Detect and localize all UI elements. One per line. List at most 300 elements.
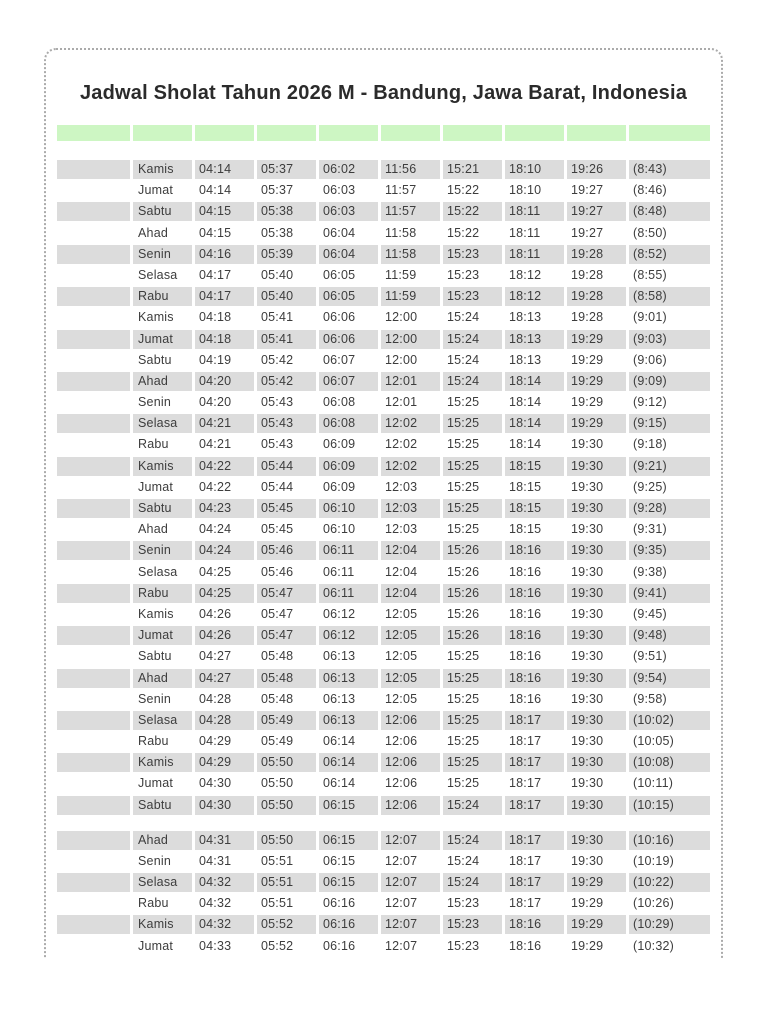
day-cell: Senin — [133, 245, 192, 264]
time-cell: 15:22 — [443, 202, 502, 221]
day-cell: Jumat — [138, 479, 174, 494]
time-cell: 19:26 — [567, 160, 626, 179]
table-row — [57, 245, 710, 264]
date-cell — [57, 414, 130, 433]
time-cell: 15:26 — [443, 541, 502, 560]
date-cell — [57, 245, 130, 264]
table-row — [57, 478, 710, 497]
time-cell: 15:25 — [443, 414, 502, 433]
time-cell: (9:21) — [629, 457, 710, 476]
time-cell: 06:09 — [319, 457, 378, 476]
time-cell: 11:57 — [385, 183, 417, 198]
time-cell: 12:03 — [385, 522, 418, 537]
time-cell: (8:55) — [633, 267, 667, 282]
day-cell: Kamis — [133, 915, 192, 934]
table-row — [57, 351, 710, 370]
time-cell: 05:42 — [257, 372, 316, 391]
time-cell: 04:23 — [195, 499, 254, 518]
date-cell — [57, 690, 130, 709]
table-row — [57, 160, 710, 179]
time-cell: 18:11 — [509, 225, 541, 240]
time-cell: (9:06) — [633, 352, 667, 367]
time-cell: 19:30 — [571, 691, 604, 706]
time-cell: 06:07 — [323, 352, 356, 367]
date-cell — [57, 202, 130, 221]
day-cell: Jumat — [133, 330, 192, 349]
time-cell: 12:04 — [381, 584, 440, 603]
time-cell: 06:05 — [323, 267, 356, 282]
time-cell: 05:52 — [257, 915, 316, 934]
time-cell: 04:27 — [199, 649, 232, 664]
time-cell: 04:29 — [199, 734, 232, 749]
header-cell — [381, 125, 440, 141]
day-cell: Selasa — [133, 711, 192, 730]
time-cell: (10:19) — [633, 853, 675, 868]
table-row — [57, 852, 710, 871]
time-cell: 15:26 — [443, 584, 502, 603]
time-cell: 12:03 — [385, 479, 418, 494]
header-cell — [133, 125, 192, 141]
time-cell: 04:32 — [199, 896, 232, 911]
day-cell: Selasa — [133, 873, 192, 892]
time-cell: 04:22 — [195, 457, 254, 476]
time-cell: 19:30 — [567, 669, 626, 688]
time-cell: 04:15 — [199, 225, 232, 240]
time-cell: 11:56 — [381, 160, 440, 179]
day-cell: Kamis — [133, 753, 192, 772]
time-cell: (8:58) — [629, 287, 710, 306]
time-cell: 18:13 — [509, 352, 542, 367]
page-title: Jadwal Sholat Tahun 2026 M - Bandung, Jawa Barat, Indonesia — [79, 82, 688, 104]
time-cell: 06:02 — [319, 160, 378, 179]
date-cell — [57, 224, 130, 243]
time-cell: 05:42 — [261, 352, 294, 367]
time-cell: (9:01) — [633, 310, 667, 325]
time-cell: 19:30 — [567, 541, 626, 560]
header-cell — [567, 125, 626, 141]
time-cell: 06:14 — [319, 753, 378, 772]
day-cell: Kamis — [138, 606, 174, 621]
time-cell: 18:16 — [509, 649, 542, 664]
time-cell: 12:06 — [381, 753, 440, 772]
date-cell — [57, 266, 130, 285]
time-cell: 18:14 — [505, 372, 564, 391]
time-cell: 06:11 — [319, 541, 378, 560]
time-cell: 19:28 — [571, 267, 604, 282]
table-row — [57, 287, 710, 306]
day-cell: Rabu — [138, 734, 169, 749]
time-cell: 06:14 — [323, 734, 356, 749]
time-cell: 18:16 — [505, 584, 564, 603]
time-cell: 04:32 — [195, 873, 254, 892]
time-cell: 15:23 — [447, 896, 480, 911]
day-cell: Rabu — [138, 896, 169, 911]
time-cell: 05:44 — [257, 457, 316, 476]
time-cell: 06:08 — [323, 395, 356, 410]
time-cell: 06:03 — [319, 202, 378, 221]
date-cell — [57, 732, 130, 751]
time-cell: 12:05 — [385, 691, 418, 706]
time-cell: 06:13 — [319, 669, 378, 688]
time-cell: 06:16 — [323, 938, 356, 953]
time-cell: 19:29 — [571, 352, 604, 367]
table-row — [57, 308, 710, 327]
day-cell: Jumat — [138, 183, 174, 198]
time-cell: 19:30 — [571, 853, 604, 868]
header-cell — [629, 125, 710, 141]
time-cell: 18:16 — [505, 626, 564, 645]
time-cell: 15:26 — [447, 606, 480, 621]
table-row — [57, 894, 710, 913]
time-cell: 15:25 — [447, 479, 480, 494]
time-cell: (8:50) — [633, 225, 667, 240]
table-row — [57, 605, 710, 624]
time-cell: 19:29 — [567, 873, 626, 892]
time-cell: (9:41) — [629, 584, 710, 603]
table-row — [57, 873, 710, 892]
table-row — [57, 915, 710, 934]
time-cell: 05:50 — [257, 796, 316, 815]
time-cell: 15:24 — [447, 352, 480, 367]
table-row — [57, 626, 710, 645]
time-cell: 12:03 — [381, 499, 440, 518]
time-cell: 18:16 — [509, 606, 542, 621]
time-cell: 19:27 — [571, 183, 604, 198]
time-cell: 19:27 — [567, 202, 626, 221]
time-cell: (10:08) — [629, 753, 710, 772]
time-cell: (9:54) — [629, 669, 710, 688]
day-cell: Rabu — [133, 287, 192, 306]
date-cell — [57, 669, 130, 688]
time-cell: 06:09 — [323, 437, 356, 452]
time-cell: 18:17 — [509, 734, 542, 749]
date-cell — [57, 915, 130, 934]
time-cell: 15:26 — [447, 564, 480, 579]
time-cell: 05:47 — [257, 626, 316, 645]
time-cell: 12:01 — [385, 395, 418, 410]
time-cell: (8:48) — [629, 202, 710, 221]
time-cell: 18:17 — [509, 776, 542, 791]
time-cell: 04:30 — [199, 776, 232, 791]
table-row — [57, 563, 710, 582]
day-cell: Selasa — [138, 267, 178, 282]
day-cell: Sabtu — [133, 202, 192, 221]
time-cell: 05:48 — [261, 691, 294, 706]
time-cell: 06:12 — [319, 626, 378, 645]
day-cell: Jumat — [133, 626, 192, 645]
time-cell: 06:12 — [323, 606, 356, 621]
month-section — [57, 160, 710, 815]
table-row — [57, 732, 710, 751]
time-cell: (9:51) — [633, 649, 667, 664]
time-cell: 05:44 — [261, 479, 294, 494]
time-cell: 15:24 — [443, 330, 502, 349]
time-cell: (10:16) — [629, 831, 710, 850]
time-cell: 04:19 — [199, 352, 232, 367]
time-cell: 05:41 — [261, 310, 294, 325]
day-cell: Kamis — [138, 310, 174, 325]
date-cell — [57, 753, 130, 772]
time-cell: 19:29 — [567, 915, 626, 934]
time-cell: 06:11 — [319, 584, 378, 603]
time-cell: 05:43 — [261, 437, 294, 452]
day-cell: Selasa — [138, 564, 178, 579]
header-cell — [443, 125, 502, 141]
time-cell: 12:02 — [381, 414, 440, 433]
time-cell: (10:02) — [629, 711, 710, 730]
date-cell — [57, 308, 130, 327]
time-cell: 15:22 — [447, 225, 480, 240]
time-cell: 19:30 — [571, 649, 604, 664]
time-cell: 12:05 — [385, 606, 418, 621]
table-header-row — [57, 125, 710, 141]
time-cell: 19:30 — [571, 734, 604, 749]
table-row — [57, 647, 710, 666]
date-cell — [57, 894, 130, 913]
time-cell: 05:49 — [257, 711, 316, 730]
time-cell: (9:45) — [633, 606, 667, 621]
time-cell: 06:06 — [319, 330, 378, 349]
time-cell: (9:12) — [633, 395, 667, 410]
table-row — [57, 224, 710, 243]
table-row — [57, 831, 710, 850]
time-cell: 05:47 — [257, 584, 316, 603]
time-cell: 12:04 — [381, 541, 440, 560]
time-cell: 19:29 — [571, 395, 604, 410]
time-cell: (10:29) — [629, 915, 710, 934]
time-cell: 18:16 — [509, 938, 542, 953]
header-cell — [505, 125, 564, 141]
date-cell — [57, 852, 130, 871]
time-cell: 15:25 — [447, 691, 480, 706]
time-cell: 12:04 — [385, 564, 418, 579]
time-cell: (9:58) — [633, 691, 667, 706]
time-cell: 06:15 — [319, 831, 378, 850]
time-cell: 05:43 — [257, 414, 316, 433]
table-row — [57, 435, 710, 454]
time-cell: (9:03) — [629, 330, 710, 349]
table-row — [57, 393, 710, 412]
time-cell: 15:21 — [443, 160, 502, 179]
header-cell — [195, 125, 254, 141]
time-cell: 12:07 — [385, 938, 418, 953]
time-cell: 18:16 — [505, 915, 564, 934]
time-cell: 19:29 — [571, 896, 604, 911]
time-cell: 12:01 — [381, 372, 440, 391]
time-cell: (9:35) — [629, 541, 710, 560]
day-cell: Kamis — [133, 457, 192, 476]
time-cell: (9:31) — [633, 522, 667, 537]
time-cell: 15:25 — [447, 437, 480, 452]
day-cell: Rabu — [133, 584, 192, 603]
time-cell: 04:14 — [199, 183, 232, 198]
time-cell: 04:14 — [195, 160, 254, 179]
time-cell: 06:10 — [323, 522, 356, 537]
time-cell: 18:17 — [509, 853, 542, 868]
time-cell: 11:58 — [385, 225, 417, 240]
time-cell: 18:13 — [505, 330, 564, 349]
time-cell: 04:28 — [199, 691, 232, 706]
time-cell: 19:29 — [567, 330, 626, 349]
time-cell: 04:15 — [195, 202, 254, 221]
time-cell: 05:40 — [261, 267, 294, 282]
time-cell: 19:30 — [567, 626, 626, 645]
time-cell: 04:24 — [199, 522, 232, 537]
document-page — [44, 48, 723, 958]
time-cell: 05:51 — [261, 853, 294, 868]
table-row — [57, 181, 710, 200]
time-cell: (8:43) — [629, 160, 710, 179]
time-cell: 19:30 — [567, 711, 626, 730]
day-cell: Sabtu — [138, 352, 172, 367]
time-cell: 06:16 — [319, 915, 378, 934]
date-cell — [57, 647, 130, 666]
date-cell — [57, 873, 130, 892]
time-cell: 19:30 — [571, 437, 604, 452]
time-cell: 04:25 — [195, 584, 254, 603]
time-cell: (10:26) — [633, 896, 675, 911]
time-cell: 05:46 — [257, 541, 316, 560]
time-cell: 04:18 — [199, 310, 232, 325]
day-cell: Sabtu — [133, 796, 192, 815]
time-cell: 15:23 — [447, 267, 480, 282]
time-cell: 12:07 — [385, 853, 418, 868]
table-row — [57, 669, 710, 688]
time-cell: 15:25 — [447, 649, 480, 664]
time-cell: 12:06 — [381, 711, 440, 730]
time-cell: 15:25 — [443, 753, 502, 772]
date-cell — [57, 831, 130, 850]
time-cell: 12:02 — [381, 457, 440, 476]
time-cell: 18:16 — [509, 691, 542, 706]
time-cell: 18:14 — [509, 395, 542, 410]
time-cell: 12:07 — [385, 896, 418, 911]
time-cell: 19:30 — [571, 776, 604, 791]
time-cell: 05:52 — [261, 938, 294, 953]
time-cell: 18:16 — [505, 669, 564, 688]
time-cell: 04:31 — [199, 853, 232, 868]
date-cell — [57, 351, 130, 370]
table-row — [57, 711, 710, 730]
time-cell: 19:29 — [567, 372, 626, 391]
time-cell: 06:13 — [319, 711, 378, 730]
time-cell: 12:05 — [385, 649, 418, 664]
time-cell: 15:24 — [443, 372, 502, 391]
time-cell: 18:15 — [509, 522, 542, 537]
time-cell: 18:17 — [505, 711, 564, 730]
time-cell: (9:25) — [633, 479, 667, 494]
time-cell: 05:46 — [261, 564, 294, 579]
time-cell: 18:14 — [505, 414, 564, 433]
time-cell: 12:07 — [381, 873, 440, 892]
time-cell: 05:40 — [257, 287, 316, 306]
table-row — [57, 753, 710, 772]
time-cell: 19:27 — [571, 225, 604, 240]
time-cell: (9:15) — [629, 414, 710, 433]
date-cell — [57, 435, 130, 454]
time-cell: 06:07 — [319, 372, 378, 391]
time-cell: 04:25 — [199, 564, 232, 579]
date-cell — [57, 478, 130, 497]
time-cell: 18:17 — [509, 896, 542, 911]
time-cell: 18:10 — [505, 160, 564, 179]
header-cell — [57, 125, 130, 141]
date-cell — [57, 499, 130, 518]
time-cell: 18:17 — [505, 831, 564, 850]
time-cell: 04:26 — [199, 606, 232, 621]
day-cell: Kamis — [133, 160, 192, 179]
table-row — [57, 202, 710, 221]
day-cell: Selasa — [133, 414, 192, 433]
time-cell: (9:09) — [629, 372, 710, 391]
time-cell: 06:06 — [323, 310, 356, 325]
time-cell: 04:16 — [195, 245, 254, 264]
time-cell: (8:52) — [629, 245, 710, 264]
day-cell: Rabu — [138, 437, 169, 452]
time-cell: 12:07 — [381, 831, 440, 850]
time-cell: 15:25 — [443, 711, 502, 730]
time-cell: (10:15) — [629, 796, 710, 815]
time-cell: 04:29 — [195, 753, 254, 772]
time-cell: 15:23 — [447, 938, 480, 953]
table-row — [57, 796, 710, 815]
date-cell — [57, 393, 130, 412]
time-cell: 05:50 — [257, 753, 316, 772]
date-cell — [57, 541, 130, 560]
time-cell: (8:46) — [633, 183, 667, 198]
time-cell: 18:12 — [505, 287, 564, 306]
time-cell: (10:32) — [633, 938, 675, 953]
time-cell: 19:30 — [567, 796, 626, 815]
time-cell: (9:18) — [633, 437, 667, 452]
day-cell: Senin — [138, 691, 171, 706]
table-row — [57, 774, 710, 793]
day-cell: Ahad — [133, 372, 192, 391]
table-row — [57, 690, 710, 709]
time-cell: 18:10 — [509, 183, 542, 198]
time-cell: 19:30 — [571, 564, 604, 579]
time-cell: 04:24 — [195, 541, 254, 560]
time-cell: 15:24 — [443, 873, 502, 892]
time-cell: 06:15 — [319, 796, 378, 815]
time-cell: 05:43 — [261, 395, 294, 410]
time-cell: 18:17 — [505, 753, 564, 772]
time-cell: 04:17 — [199, 267, 232, 282]
time-cell: (9:38) — [633, 564, 667, 579]
time-cell: 06:11 — [323, 564, 355, 579]
time-cell: 05:45 — [261, 522, 294, 537]
time-cell: 05:49 — [261, 734, 294, 749]
date-cell — [57, 563, 130, 582]
month-section — [57, 831, 710, 956]
date-cell — [57, 457, 130, 476]
time-cell: 05:51 — [257, 873, 316, 892]
day-cell: Senin — [133, 541, 192, 560]
time-cell: 18:12 — [509, 267, 542, 282]
time-cell: 04:21 — [199, 437, 232, 452]
time-cell: 11:58 — [381, 245, 440, 264]
time-cell: (10:22) — [629, 873, 710, 892]
table-row — [57, 330, 710, 349]
time-cell: 19:30 — [567, 499, 626, 518]
day-cell: Jumat — [138, 938, 174, 953]
time-cell: 04:20 — [199, 395, 232, 410]
day-cell: Ahad — [138, 225, 168, 240]
time-cell: 05:51 — [261, 896, 294, 911]
time-cell: 12:02 — [385, 437, 418, 452]
time-cell: 04:20 — [195, 372, 254, 391]
time-cell: 04:33 — [199, 938, 232, 953]
